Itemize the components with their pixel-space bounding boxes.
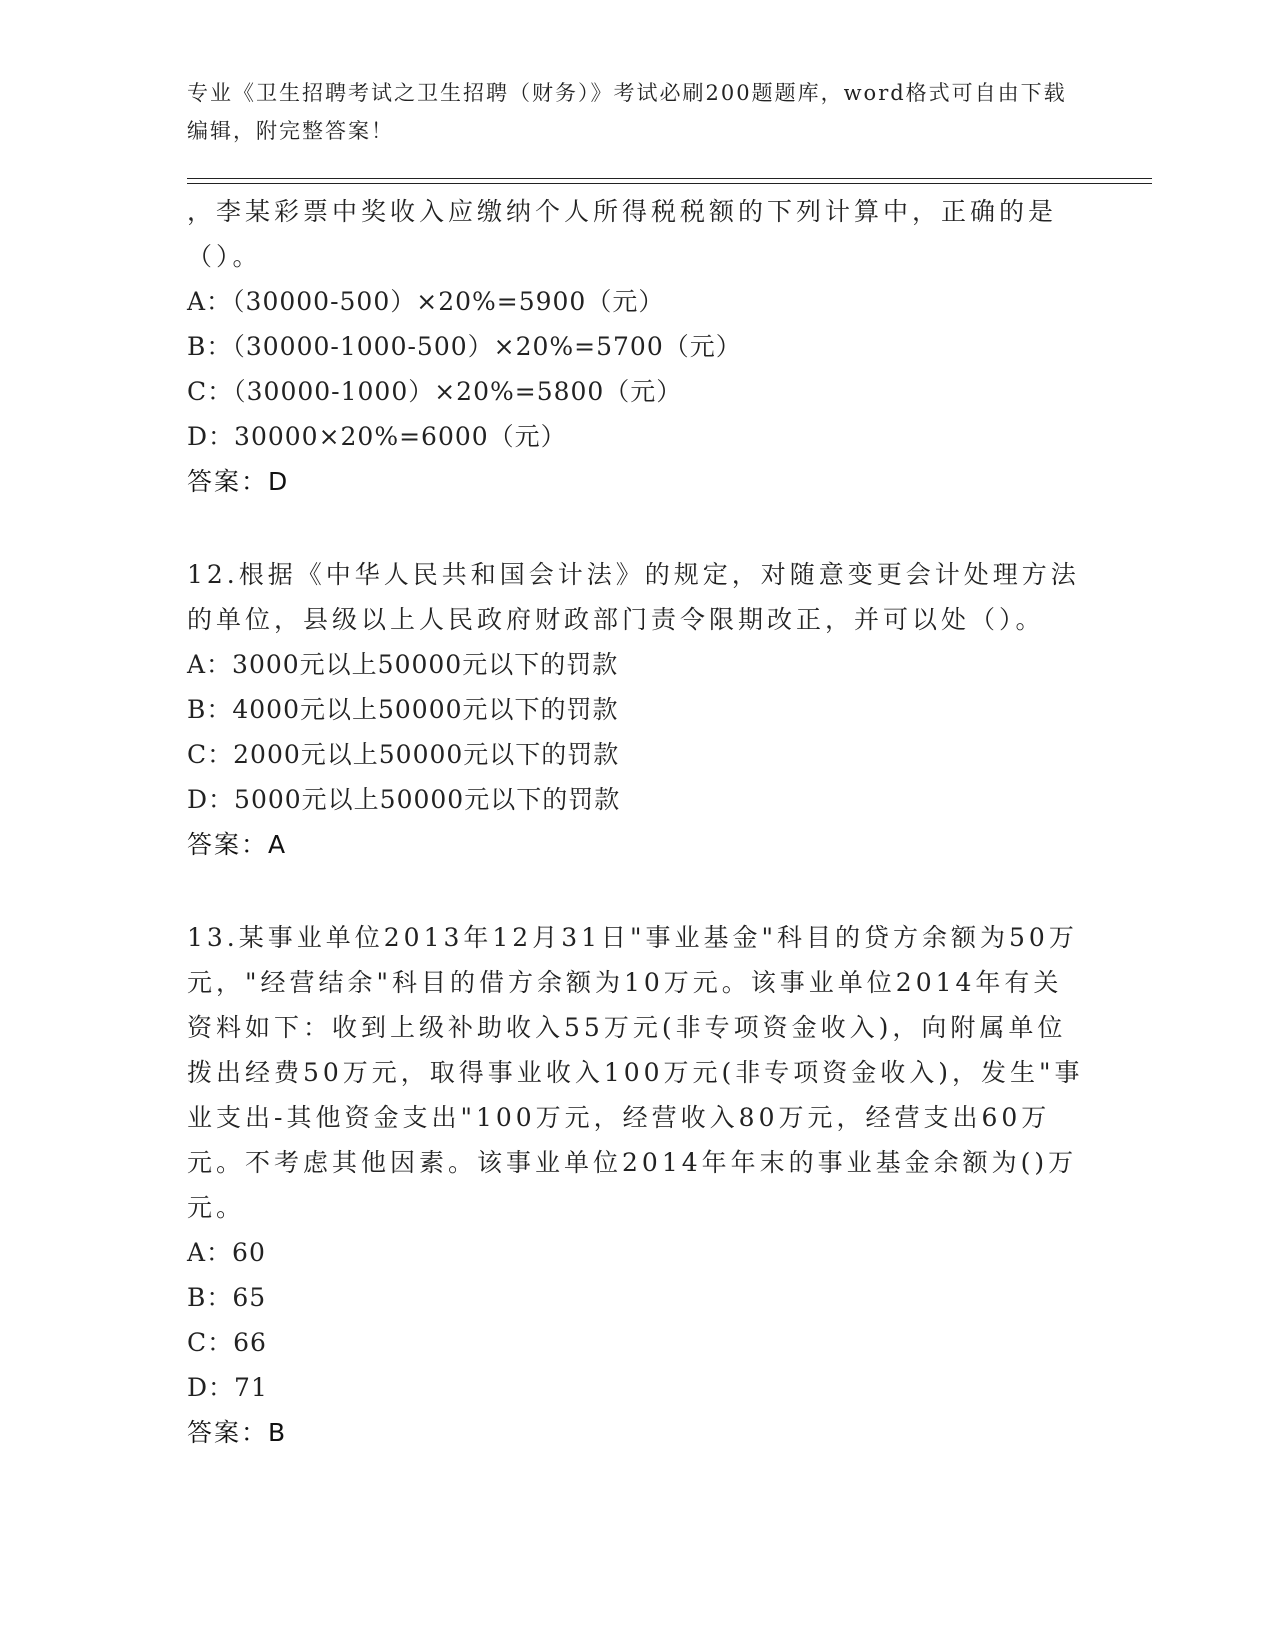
option-c: C：（30000-1000）×20%=5800（元） [187,377,683,406]
document-header-title: 专业《卫生招聘考试之卫生招聘（财务）》考试必刷200题题库，word格式可自由下载编辑，附完整答案！ [187,81,1067,143]
question-text: ，李某彩票中奖收入应缴纳个人所得税税额的下列计算中，正确的是（）。 [187,197,1058,271]
header-divider-bottom [187,183,1152,184]
option-d: D：71 [187,1373,268,1402]
option-d: D：5000元以上50000元以下的罚款 [187,785,621,814]
answer-line: 答案：D [187,467,290,496]
question-text: 13.某事业单位2013年12月31日"事业基金"科目的贷方余额为50万元，"经营结余"科目的借方余额为10万元。该事业单位2014年有关资料如下：收到上级补助收入55万元(非专项资金收入)，向附属单位拨出经费50万元，取得事业收入100万元(非专项资金收入)，发生"事业支出-其他资金支出"100万元，经营收入80万元，经营支出60万元。不考虑其他因素。该事业单位2014年年末的事业基金余额为()万元。 [187,923,1084,1222]
question-item [187,552,1087,867]
header-divider-top [187,178,1152,179]
option-b: B：4000元以上50000元以下的罚款 [187,695,619,724]
answer-line: 答案：B [187,1418,288,1447]
question-item [187,915,1087,1455]
option-c: C：66 [187,1328,267,1357]
question-spacer [187,867,1087,915]
option-a: A：3000元以上50000元以下的罚款 [187,650,619,679]
question-list [187,189,1087,1455]
question-text: 12.根据《中华人民共和国会计法》的规定，对随意变更会计处理方法的单位，县级以上人民政府财政部门责令限期改正，并可以处（）。 [187,560,1080,634]
option-d: D：30000×20%=6000（元） [187,422,567,451]
option-b: B：65 [187,1283,267,1312]
option-b: B：（30000-1000-500）×20%=5700（元） [187,332,742,361]
question-spacer [187,504,1087,552]
option-c: C：2000元以上50000元以下的罚款 [187,740,620,769]
question-item [187,189,1087,504]
answer-line: 答案：A [187,830,288,859]
option-a: A：60 [187,1238,266,1267]
option-a: A：（30000-500）×20%=5900（元） [187,287,665,316]
